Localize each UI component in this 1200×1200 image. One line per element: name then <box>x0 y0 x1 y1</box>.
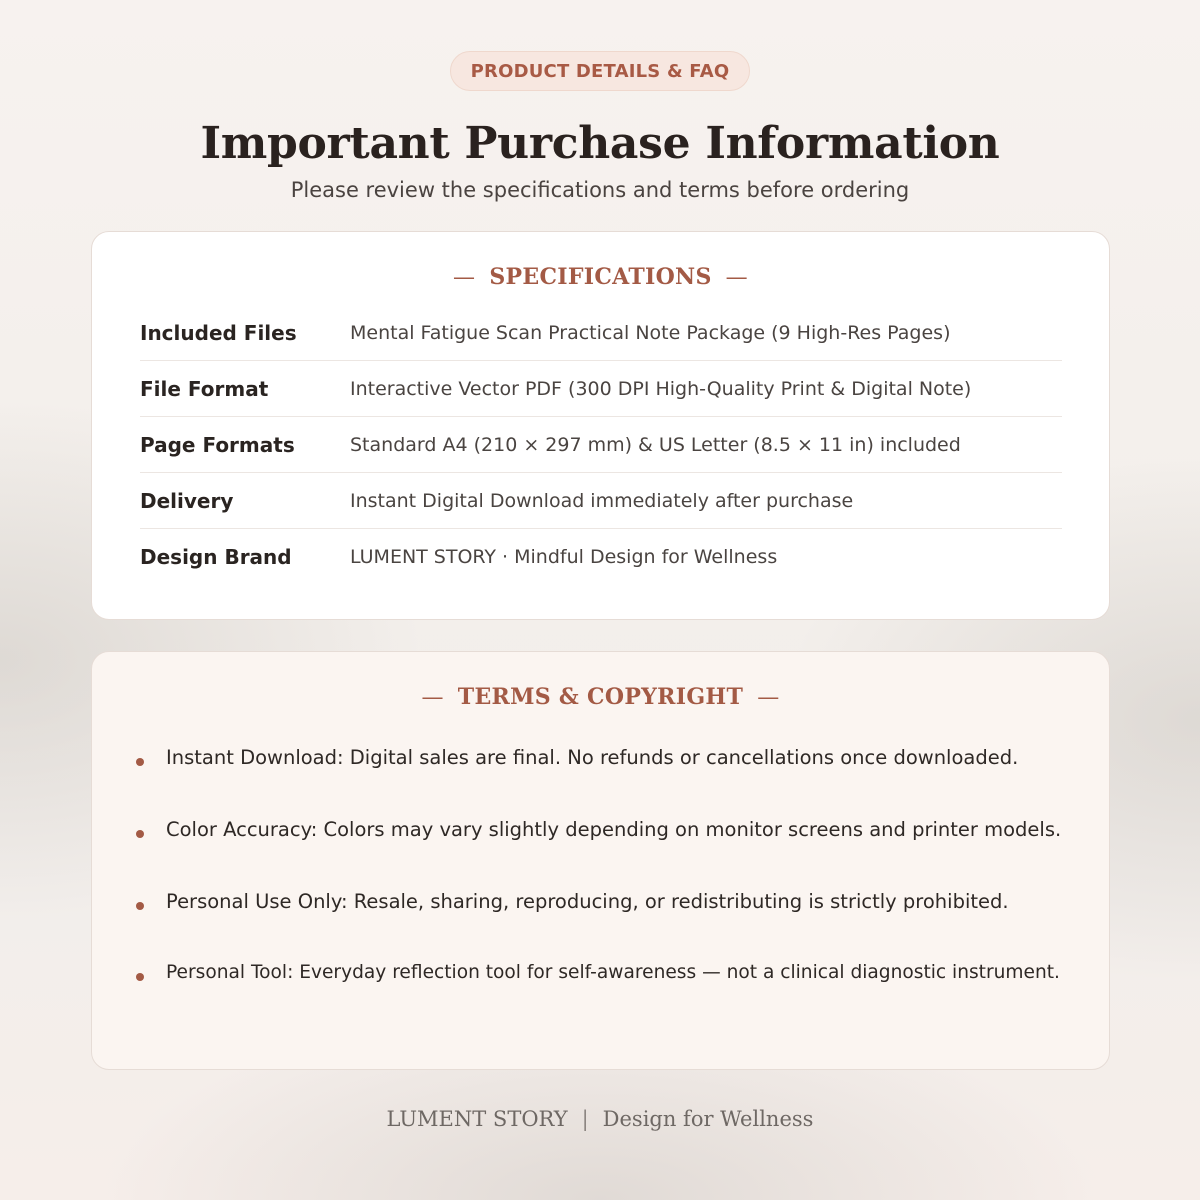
specifications-heading <box>92 264 1109 290</box>
bullet-icon <box>136 973 144 981</box>
footer-separator: | <box>581 1107 589 1131</box>
page-subtitle: Please review the specifications and terms before ordering <box>290 178 910 202</box>
bullet-icon <box>136 830 144 838</box>
spec-row-design-brand <box>140 529 1062 585</box>
spec-label: Included Files <box>140 320 297 345</box>
terms-heading <box>92 684 1109 710</box>
term-item-color-accuracy <box>136 818 1096 841</box>
spec-label: File Format <box>140 376 269 401</box>
section-badge: PRODUCT DETAILS & FAQ <box>450 51 750 91</box>
spec-label: Design Brand <box>140 545 292 569</box>
heading-dash-right: — <box>757 685 780 710</box>
footer-brand: LUMENT STORY <box>386 1107 568 1131</box>
bullet-icon <box>136 902 144 910</box>
specifications-card <box>91 231 1110 620</box>
spec-value: Instant Digital Download immediately after purchase <box>350 489 854 512</box>
spec-row-page-formats <box>140 417 1062 473</box>
terms-card <box>91 651 1110 1070</box>
term-item-personal-use <box>136 890 1096 913</box>
term-item-instant-download <box>136 746 1096 769</box>
specifications-heading-label: SPECIFICATIONS <box>489 264 712 290</box>
term-text: Color Accuracy: Colors may vary slightly depending on monitor screens and printer models. <box>166 818 1062 841</box>
term-text: Personal Tool: Everyday reflection tool for self-awareness — not a clinical diagnostic instrument. <box>166 962 1060 983</box>
spec-label: Delivery <box>140 488 234 513</box>
term-item-personal-tool <box>136 962 1096 983</box>
page-title: Important Purchase Information <box>200 118 1000 169</box>
footer <box>0 1107 1200 1131</box>
terms-heading-label: TERMS & COPYRIGHT <box>457 684 744 710</box>
bullet-icon <box>136 758 144 766</box>
spec-row-file-format <box>140 361 1062 417</box>
spec-value: LUMENT STORY · Mindful Design for Wellness <box>350 546 778 568</box>
spec-row-delivery <box>140 473 1062 529</box>
term-text: Personal Use Only: Resale, sharing, reproducing, or redistributing is strictly prohibited. <box>166 890 1009 913</box>
footer-tagline: Design for Wellness <box>602 1107 814 1131</box>
spec-value: Interactive Vector PDF (300 DPI High-Quality Print & Digital Note) <box>350 377 972 400</box>
spec-label: Page Formats <box>140 432 295 457</box>
heading-dash-left: — <box>453 265 476 290</box>
heading-dash-right: — <box>725 265 748 290</box>
heading-dash-left: — <box>421 685 444 710</box>
spec-value: Standard A4 (210 × 297 mm) & US Letter (8.5 × 11 in) included <box>350 433 961 456</box>
term-text: Instant Download: Digital sales are final. No refunds or cancellations once downloaded. <box>166 746 1019 769</box>
spec-row-included-files <box>140 305 1062 361</box>
spec-value: Mental Fatigue Scan Practical Note Package (9 High-Res Pages) <box>350 321 951 344</box>
